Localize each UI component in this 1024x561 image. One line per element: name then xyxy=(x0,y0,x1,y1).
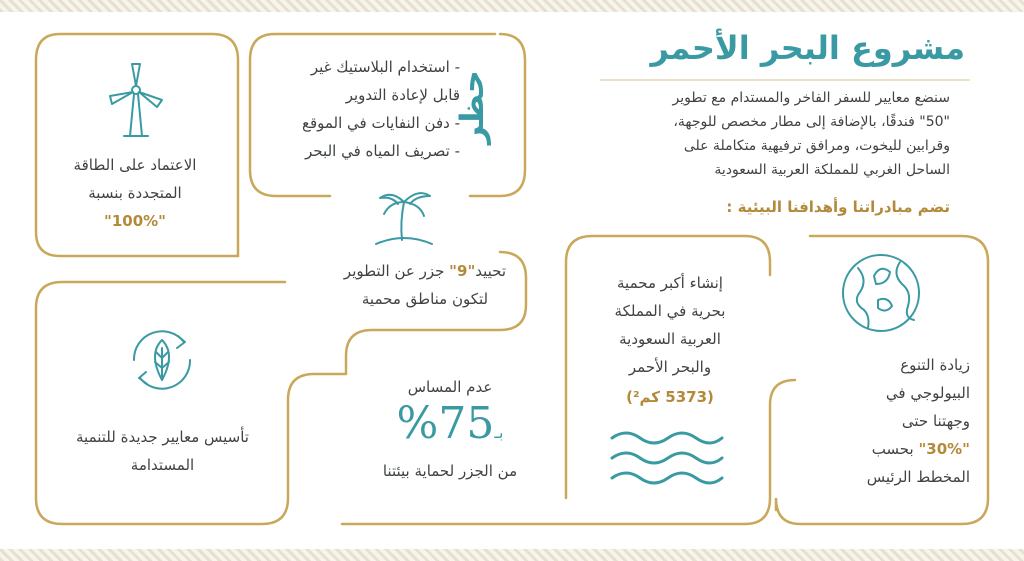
marine-line-2: بحرية في المملكة xyxy=(614,302,726,320)
renewable-value: "100%" xyxy=(104,212,166,230)
initiatives-heading: تضم مبادراتنا وأهدافنا البيئية : xyxy=(726,198,950,216)
marine-line-1: إنشاء أكبر محمية xyxy=(617,274,723,292)
islands-line-1 xyxy=(330,258,520,285)
intro-line-1: سنضع معايير للسفر الفاخر والمستدام مع تطوير xyxy=(672,90,950,106)
globe-leaf-icon xyxy=(838,250,924,336)
biodiversity-line-1: زيادة التنوع xyxy=(900,356,970,374)
wind-turbine-icon xyxy=(104,60,168,138)
biodiversity-line-2: البيولوجي في xyxy=(885,384,970,402)
palm-island-icon xyxy=(370,184,438,250)
biodiversity-line-3: وجهتنا حتى xyxy=(901,412,970,430)
biodiversity-value: "30%" xyxy=(918,440,970,458)
marine-value: (5373 كم²) xyxy=(626,388,714,406)
ban-item-1: - استخدام البلاستيك غير xyxy=(310,58,460,76)
intro-line-2: "50" فندقًا، بالإضافة إلى مطار مخصص للوجهة، xyxy=(673,114,950,130)
intro-line-4: الساحل الغربي للمملكة العربية السعودية xyxy=(714,162,950,178)
untouched-line-2: من الجزر لحماية بيئتنا xyxy=(382,462,518,480)
ban-item-2: قابل لإعادة التدوير xyxy=(345,86,460,104)
renewable-line-2: المتجددة بنسبة xyxy=(88,184,182,202)
biodiversity-line-4 xyxy=(795,436,970,463)
biodiversity-line-5: المخطط الرئيس xyxy=(866,468,970,486)
recycle-leaf-icon xyxy=(124,322,200,398)
ban-label: حظر xyxy=(453,70,491,145)
sustainable-line-1: تأسيس معايير جديدة للتنمية xyxy=(76,428,249,446)
islands-rest: جزر عن التطوير xyxy=(343,262,445,280)
page-title: مشروع البحر الأحمر xyxy=(650,29,965,67)
renewable-line-1: الاعتماد على الطاقة xyxy=(73,156,197,174)
untouched-value: 75% xyxy=(396,398,495,449)
marine-line-3: العربية السعودية xyxy=(619,330,721,348)
marine-line-4: والبحر الأحمر xyxy=(628,358,712,376)
ban-item-4: - تصريف المياه في البحر xyxy=(305,142,460,160)
intro-line-3: وقرابين لليخوت، ومرافق ترفيهية متكاملة على xyxy=(683,138,950,154)
islands-line-2: لتكون مناطق محمية xyxy=(361,290,489,308)
ban-item-3: - دفن النفايات في الموقع xyxy=(301,114,460,132)
waves-icon xyxy=(608,428,726,488)
sustainable-line-2: المستدامة xyxy=(130,456,195,474)
untouched-percent-row xyxy=(370,398,530,459)
untouched-prefix: بـ xyxy=(494,423,504,442)
islands-value: "9" xyxy=(449,262,476,280)
islands-prefix: تحييد xyxy=(475,262,507,280)
biodiversity-after-value: بحسب xyxy=(871,440,914,458)
untouched-line-1: عدم المساس xyxy=(407,378,493,396)
